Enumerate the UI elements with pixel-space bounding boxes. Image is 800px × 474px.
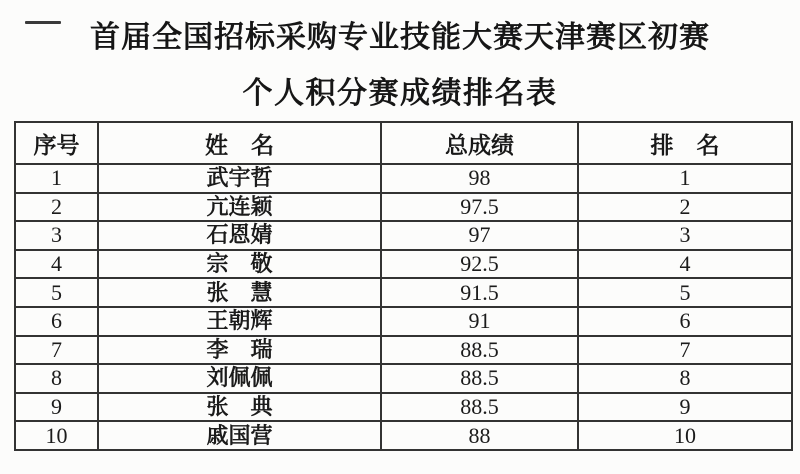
cell-serial-number: 1 [15, 164, 98, 193]
cell-serial-number: 4 [15, 250, 98, 279]
cell-serial-number: 5 [15, 278, 98, 307]
cell-rank: 9 [578, 393, 792, 422]
cell-serial-number: 6 [15, 307, 98, 336]
cell-serial-number: 9 [15, 393, 98, 422]
cell-name: 王朝辉 [98, 307, 381, 336]
cell-name: 张 慧 [98, 278, 381, 307]
cell-serial-number: 7 [15, 336, 98, 365]
cell-serial-number: 3 [15, 221, 98, 250]
cell-rank: 8 [578, 364, 792, 393]
cell-name: 武宇哲 [98, 164, 381, 193]
table-row [15, 336, 792, 365]
ranking-table-body [15, 164, 792, 450]
header-row [15, 122, 792, 164]
cell-name: 亢连颖 [98, 193, 381, 222]
scanned-document-page [0, 21, 800, 474]
column-header-no: 序号 [15, 122, 98, 164]
cell-total-score: 88 [381, 421, 578, 450]
column-header-name: 姓 名 [98, 122, 381, 164]
column-header-score: 总成绩 [381, 122, 578, 164]
cell-total-score: 88.5 [381, 336, 578, 365]
cell-serial-number: 2 [15, 193, 98, 222]
cell-name: 刘佩佩 [98, 364, 381, 393]
cell-total-score: 88.5 [381, 364, 578, 393]
cell-name: 李 瑞 [98, 336, 381, 365]
table-row [15, 278, 792, 307]
cell-total-score: 91 [381, 307, 578, 336]
table-row [15, 193, 792, 222]
cell-rank: 4 [578, 250, 792, 279]
cell-rank: 1 [578, 164, 792, 193]
table-header [15, 122, 792, 164]
cell-total-score: 97 [381, 221, 578, 250]
table-row [15, 393, 792, 422]
column-header-rank: 排 名 [578, 122, 792, 164]
cell-rank: 7 [578, 336, 792, 365]
cell-total-score: 92.5 [381, 250, 578, 279]
cell-rank: 2 [578, 193, 792, 222]
ranking-table [14, 121, 793, 451]
table-subtitle: 个人积分赛成绩排名表 [242, 77, 558, 110]
cell-serial-number: 8 [15, 364, 98, 393]
cell-total-score: 97.5 [381, 193, 578, 222]
table-row [15, 421, 792, 450]
cell-serial-number: 10 [15, 421, 98, 450]
cell-name: 石恩婧 [98, 221, 381, 250]
table-row [15, 221, 792, 250]
cell-name: 张 典 [98, 393, 381, 422]
competition-title: 首届全国招标采购专业技能大赛天津赛区初赛 [90, 21, 710, 54]
table-row [15, 307, 792, 336]
cell-rank: 3 [578, 221, 792, 250]
cell-total-score: 91.5 [381, 278, 578, 307]
scan-artifact-mark [25, 21, 61, 24]
cell-rank: 6 [578, 307, 792, 336]
cell-name: 戚国营 [98, 421, 381, 450]
cell-rank: 5 [578, 278, 792, 307]
table-row [15, 250, 792, 279]
table-row [15, 364, 792, 393]
cell-total-score: 88.5 [381, 393, 578, 422]
cell-name: 宗 敬 [98, 250, 381, 279]
cell-rank: 10 [578, 421, 792, 450]
cell-total-score: 98 [381, 164, 578, 193]
table-row [15, 164, 792, 193]
